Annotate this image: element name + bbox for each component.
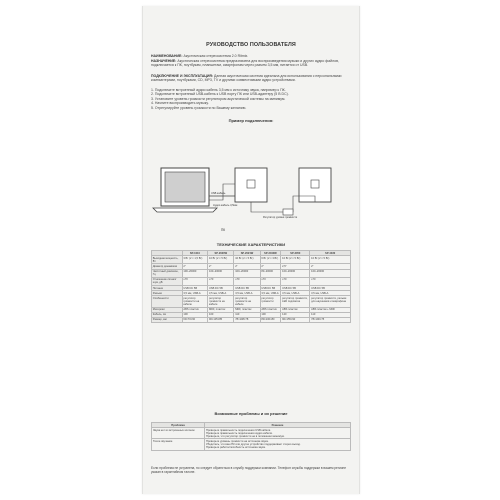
spec-cell: 2"	[310, 264, 351, 269]
volume-label: Регулятор уровня громкости	[263, 216, 298, 219]
spec-row	[152, 269, 351, 277]
spec-cell: ABS пластик	[182, 307, 208, 312]
spec-row-label: Особенности	[152, 296, 183, 307]
footer-note: Если проблема не устранена, по следует обратиться в службу поддержки компании. Телефон службы поддержки в вашем регионе указан в гарантийном талоне.	[151, 466, 347, 475]
spec-cell: USB DC 5В	[234, 285, 260, 290]
spec-cell: 110	[310, 312, 351, 317]
pc-label: ПК	[221, 228, 226, 232]
problem-cell: Тихое звучание	[152, 439, 205, 450]
spec-cell: 3,5 мм, USB-A	[281, 291, 310, 296]
spec-cell: 10 Вт (2 × 5 Вт)	[208, 256, 234, 264]
spec-cell: 100–20000	[281, 269, 310, 277]
spec-cell: ≥70	[208, 277, 234, 285]
solution-item: Проверьте правильность подключения аудио кабеля.	[206, 431, 273, 435]
naming-paragraph	[151, 54, 351, 58]
spec-cell: 3,5 мм, USB-A	[182, 291, 208, 296]
spec-cell: регулятор громкости на кабеле	[234, 296, 260, 307]
audio-label: Аудио кабель 3,5мм	[213, 204, 238, 207]
spec-cell: ≥70	[182, 277, 208, 285]
connection-diagram	[143, 124, 359, 234]
spec-cell: 90×155×90	[281, 317, 310, 322]
spec-cell: 2"	[208, 264, 234, 269]
spec-cell: 78×108×78	[234, 317, 260, 322]
spec-cell: 100–20000	[310, 269, 351, 277]
spec-cell: USB DC 5В	[281, 285, 310, 290]
step: 5. Отрегулируйте уровень громкости по Вашему желанию.	[151, 105, 247, 110]
spec-cell: регулятор громкости на кабеле	[208, 296, 234, 307]
spec-row-label: Частотный диапазон, Гц	[152, 269, 183, 277]
spec-header-cell: SP-1010	[182, 251, 208, 256]
spec-cell: 78×190×75	[310, 317, 351, 322]
spec-header-cell: SP-2050	[281, 251, 310, 256]
spec-table	[151, 250, 351, 323]
connection-label: ПОДКЛЮЧЕНИЕ И ЭКСПЛУАТАЦИЯ:	[151, 74, 214, 78]
spec-cell: регулятор громкости, LED подсветка	[281, 296, 310, 307]
spec-cell: MDF, пластик	[208, 307, 234, 312]
spec-cell: регулятор громкости	[260, 296, 281, 307]
spec-row-label: Материал	[152, 307, 183, 312]
spec-cell: 3,5 мм, USB-A	[234, 291, 260, 296]
spec-header-cell: SP-2021W	[234, 251, 260, 256]
manual-page	[142, 6, 360, 494]
spec-cell: USB DC 5В	[260, 285, 281, 290]
connection-text: Данная акустическая система идеальна для использования с персональными компьютерами, ноутбуками, CD, MP3, TV и другими совместимыми аудио устройствами.	[151, 74, 342, 83]
step: 4. Начните воспроизводить музыку.	[151, 101, 209, 106]
spec-cell: 3,5 мм, USB-A	[208, 291, 234, 296]
spec-cell: 100	[260, 312, 281, 317]
spec-row	[152, 256, 351, 264]
usb-label: USB кабель	[211, 192, 226, 195]
spec-cell: USB DC 5В	[310, 285, 351, 290]
spec-cell: регулятор громкости, разъем для наушников и микрофона	[310, 296, 351, 307]
problem-cell: Звука нет из встроенных колонок	[152, 428, 205, 439]
spec-cell: USB DC 5В	[182, 285, 208, 290]
spec-cell: ≥70	[310, 277, 351, 285]
spec-row-label: Питание	[152, 285, 183, 290]
naming-label: НАИМЕНОВАНИЕ:	[151, 54, 183, 58]
spec-row	[152, 296, 351, 307]
spec-cell: 80×100×80	[260, 317, 281, 322]
spec-cell: 110	[234, 312, 260, 317]
solution-item: Проверьте уровень громкости на источнике звука.	[206, 439, 269, 443]
spec-cell: 100–20000	[234, 269, 260, 277]
spec-cell: 100–20000	[208, 269, 234, 277]
spec-cell: 60×70×60	[182, 317, 208, 322]
solution-item: Проверьте правильность подключения USB кабеля.	[206, 428, 271, 432]
spec-cell: ABS пластик	[281, 307, 310, 312]
step: 3. Установите уровень громкости регулятором акустической системы на минимум.	[151, 96, 286, 101]
spec-row-label: Разъем	[152, 291, 183, 296]
spec-row-label: Кабель, см	[152, 312, 183, 317]
solution-item: Проверьте, что регулятор громкости не в положении минимум.	[206, 434, 285, 438]
spec-cell: ≥70	[260, 277, 281, 285]
purpose-paragraph	[151, 59, 351, 68]
spec-row-label: Отношение сигнал/шум, дБ	[152, 277, 183, 285]
spec-cell: ABS пластик	[260, 307, 281, 312]
page-title: РУКОВОДСТВО ПОЛЬЗОВАТЕЛЯ	[206, 42, 296, 48]
spec-header-cell: SP-2020W	[208, 251, 234, 256]
spec-cell: 2"	[260, 264, 281, 269]
volume-control-icon	[283, 209, 293, 215]
solution-item: Проверьте работоспособность источника звука.	[206, 445, 266, 449]
spec-row-label: Размер, мм	[152, 317, 183, 322]
spec-cell: 90×135×85	[208, 317, 234, 322]
example-title: Пример подключения:	[228, 118, 274, 123]
problem-row	[152, 439, 351, 450]
spec-row	[152, 277, 351, 285]
problems-header-cell: Проблема	[152, 423, 205, 428]
naming-text: Акустическая стереосистема 2.0 Ritmix.	[183, 54, 249, 58]
problem-row	[152, 428, 351, 439]
step: 1. Подключите встроенный аудио кабель 3,5 мм к источнику звука, например к ПК.	[151, 88, 286, 92]
spec-cell: 10 Вт (2 × 5 Вт)	[310, 256, 351, 264]
spec-cell: 120	[281, 312, 310, 317]
spec-cell: 6 Вт (2 × 3 Вт)	[260, 256, 281, 264]
spec-cell: 100	[208, 312, 234, 317]
speaker-left-icon	[235, 168, 267, 202]
purpose-label: НАЗНАЧЕНИЕ:	[151, 59, 177, 63]
spec-cell: ≥70	[234, 277, 260, 285]
spec-cell: 2"	[182, 264, 208, 269]
spec-cell: 3,5 мм, USB-A	[310, 291, 351, 296]
connection-paragraph	[151, 74, 351, 83]
spec-cell: 10 Вт (2 × 5 Вт)	[234, 256, 260, 264]
problems-table	[151, 422, 351, 451]
spec-header-cell: SP-2040W	[260, 251, 281, 256]
spec-cell: USB DC 5В	[208, 285, 234, 290]
spec-cell: 10 Вт (2 × 5 Вт)	[281, 256, 310, 264]
spec-cell: 100–20000	[182, 269, 208, 277]
problems-title: Возможные проблемы и их решение	[214, 411, 288, 416]
spec-cell: 2"	[234, 264, 260, 269]
step: 2. Подключите встроенный USB-кабель к USB порту ПК или USB-адаптеру (5 В DC).	[151, 92, 289, 97]
spec-cell: 3 Вт (2 × 1,5 Вт)	[182, 256, 208, 264]
spec-cell: 80–20000	[260, 269, 281, 277]
steps-list	[151, 88, 351, 110]
spec-row-label: Диаметр динамиков	[152, 264, 183, 269]
solution-item: Убедитесь, что ваш ПК или другое устройство поддерживает стерео выход.	[206, 442, 301, 446]
spec-row-label: Выходная мощность, Вт	[152, 256, 183, 264]
spec-cell: 100	[182, 312, 208, 317]
spec-title: ТЕХНИЧЕСКИЕ ХАРАКТЕРИСТИКИ	[216, 242, 286, 247]
purpose-text: Акустическая стереосистема предназначена для воспроизведения музыки и других аудио файлов, подключается к ПК, ноутбукам, планшетам, смартфонам через разъем 3,5 мм, питается от USB.	[151, 59, 339, 68]
spec-cell: 3,5 мм, USB-A	[260, 291, 281, 296]
solution-cell	[205, 439, 351, 450]
spec-row	[152, 317, 351, 322]
spec-header-cell: SP-4030	[310, 251, 351, 256]
spec-cell: ≥70	[281, 277, 310, 285]
spec-cell: ABS пластик + MDF	[310, 307, 351, 312]
solution-cell	[205, 428, 351, 439]
spec-cell: регулятор громкости на кабеле	[182, 296, 208, 307]
spec-cell: MDF, пластик	[234, 307, 260, 312]
problems-header-cell: Решение	[205, 423, 351, 428]
spec-cell: 2,5"	[281, 264, 310, 269]
